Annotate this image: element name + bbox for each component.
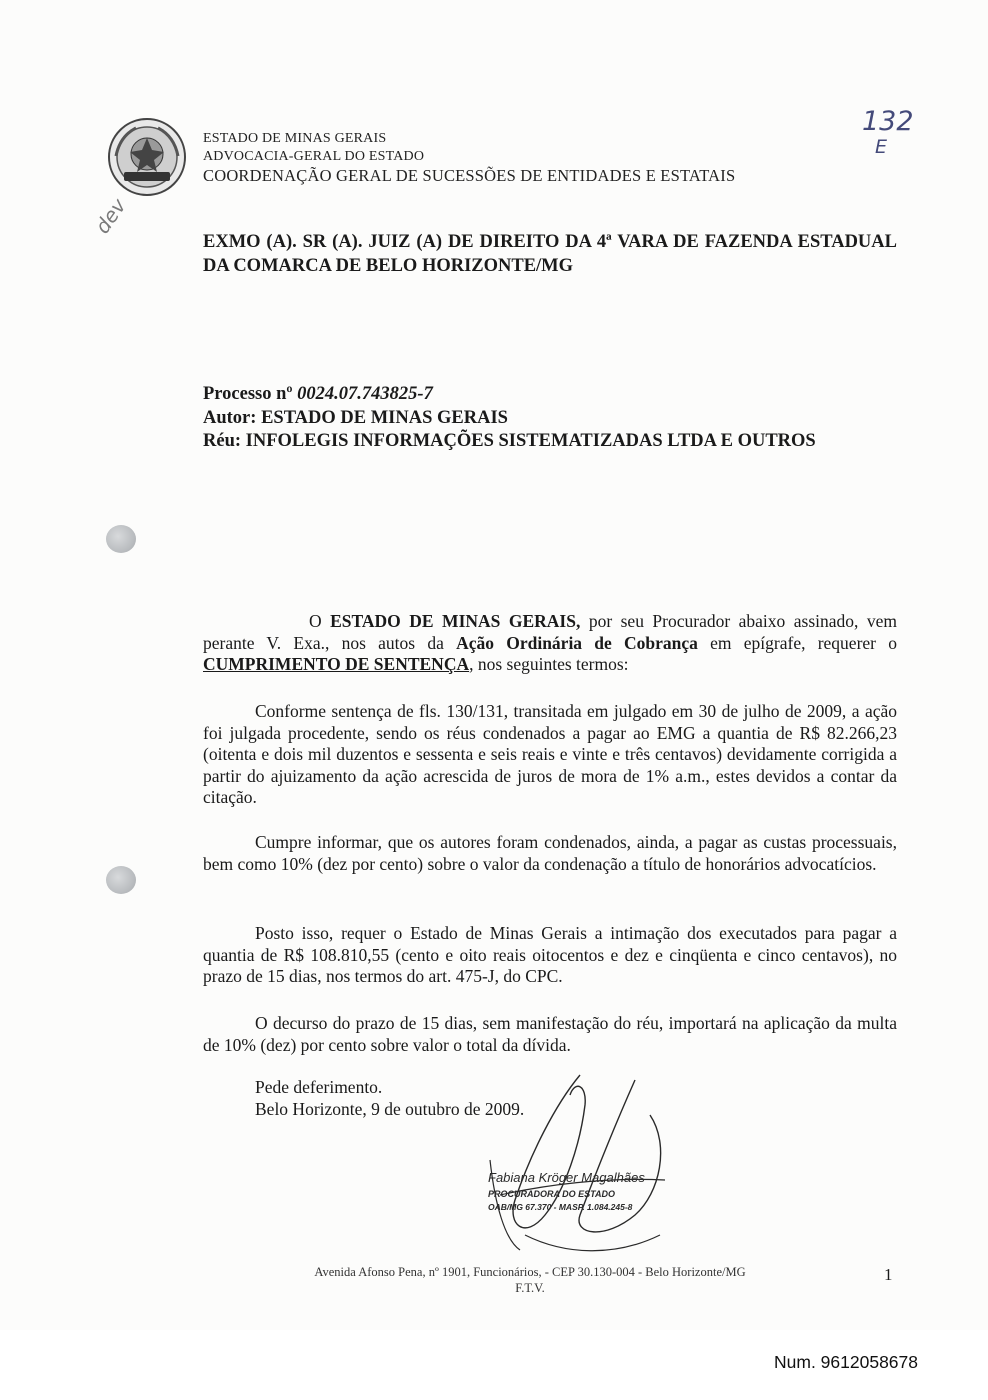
defendant-line xyxy=(203,431,816,452)
header-coordination: COORDENAÇÃO GERAL DE SUCESSÕES DE ENTIDADES E ESTATAIS xyxy=(203,166,736,185)
process-number: 0024.07.743825-7 xyxy=(297,384,433,404)
process-line xyxy=(203,384,433,405)
intro-text-4: , nos seguintes termos: xyxy=(469,654,629,674)
footer-address: Avenida Afonso Pena, nº 1901, Funcionários, - CEP 30.130-004 - Belo Horizonte/MG xyxy=(314,1265,746,1279)
intro-party: ESTADO DE MINAS GERAIS, xyxy=(330,611,581,631)
signer-role: PROCURADORA DO ESTADO xyxy=(488,1189,616,1199)
closing-place-date: Belo Horizonte, 9 de outubro de 2009. xyxy=(255,1099,525,1119)
defendant-name: INFOLEGIS INFORMAÇÕES SISTEMATIZADAS LTDA E OUTROS xyxy=(245,431,816,451)
paragraph-penalty-text: O decurso do prazo de 15 dias, sem manifestação do réu, importará na aplicação da multa de 10% (dez) por cento sobre valor o total da dívida. xyxy=(203,1013,897,1055)
page-number: 1 xyxy=(884,1265,893,1284)
paragraph-sentence xyxy=(203,701,897,809)
header-agency: ADVOCACIA-GERAL DO ESTADO xyxy=(203,149,425,164)
footer-initials: F.T.V. xyxy=(515,1281,545,1295)
state-seal-icon xyxy=(106,116,188,198)
header-state: ESTADO DE MINAS GERAIS xyxy=(203,131,387,146)
signature-stamp xyxy=(488,1170,658,1212)
intro-action: Ação Ordinária de Cobrança xyxy=(456,632,698,653)
paragraph-request-text: Posto isso, requer o Estado de Minas Gerais a intimação dos executados para pagar a quantia de R$ 108.810,55 (cento e oito reais oitocentos e dez e cinqüenta e cinco centavos), no prazo de 15 dias, nos termos do art. 475-J, do CPC. xyxy=(203,923,897,986)
addressee: EXMO (A). SR (A). JUIZ (A) DE DIREITO DA 4ª VARA DE FAZENDA ESTADUAL DA COMARCA DE BELO HORIZONTE/MG xyxy=(203,232,897,276)
punch-hole xyxy=(106,866,136,894)
signer-ids: OAB/MG 67.370 - MASP. 1.084.245-8 xyxy=(488,1202,633,1212)
signature-icon xyxy=(485,1065,685,1265)
intro-request: CUMPRIMENTO DE SENTENÇA xyxy=(203,654,470,674)
author-label: Autor: xyxy=(203,408,262,428)
author-line xyxy=(203,408,508,429)
handwritten-page-number: 132 xyxy=(862,106,914,137)
intro-text-2: por seu Procurador abaixo assinado, vem perante V. Exa., nos autos da xyxy=(203,611,898,653)
paragraph-costs xyxy=(203,832,897,875)
intro-text-1: O xyxy=(309,611,331,631)
paragraph-costs-text: Cumpre informar, que os autores foram condenados, ainda, a pagar as custas processuais, bem como 10% (dez por cento) sobre o valor da condenação a título de honorários advocatícios. xyxy=(203,832,897,874)
document-id: Num. 9612058678 xyxy=(774,1352,918,1372)
closing-request: Pede deferimento. xyxy=(255,1077,383,1097)
paragraph-request xyxy=(203,923,897,988)
process-label: Processo nº xyxy=(203,384,298,404)
punch-hole xyxy=(106,525,136,553)
handwritten-mark: E xyxy=(875,136,888,158)
author-name: ESTADO DE MINAS GERAIS xyxy=(261,408,508,428)
handwritten-initials: dev xyxy=(90,194,131,238)
intro-paragraph xyxy=(203,611,897,676)
defendant-label: Réu: xyxy=(203,431,246,451)
paragraph-penalty xyxy=(203,1013,897,1056)
intro-text-3: em epígrafe, requerer o xyxy=(697,632,897,653)
signer-name: Fabiana Kröger Magalhães xyxy=(488,1170,645,1185)
paragraph-sentence-text: Conforme sentença de fls. 130/131, transitada em julgado em 30 de julho de 2009, a ação foi julgada procedente, sendo os réus condenados a pagar ao EMG a quantia de R$ 82.266,23 (oitenta e dois mil duzentos e sessenta e seis reais e vinte e três centavos) devidamente corrigida a partir do ajuizamento da ação acrescida de juros de mora de 1% a.m., estes devidos a contar da citação. xyxy=(203,701,897,807)
